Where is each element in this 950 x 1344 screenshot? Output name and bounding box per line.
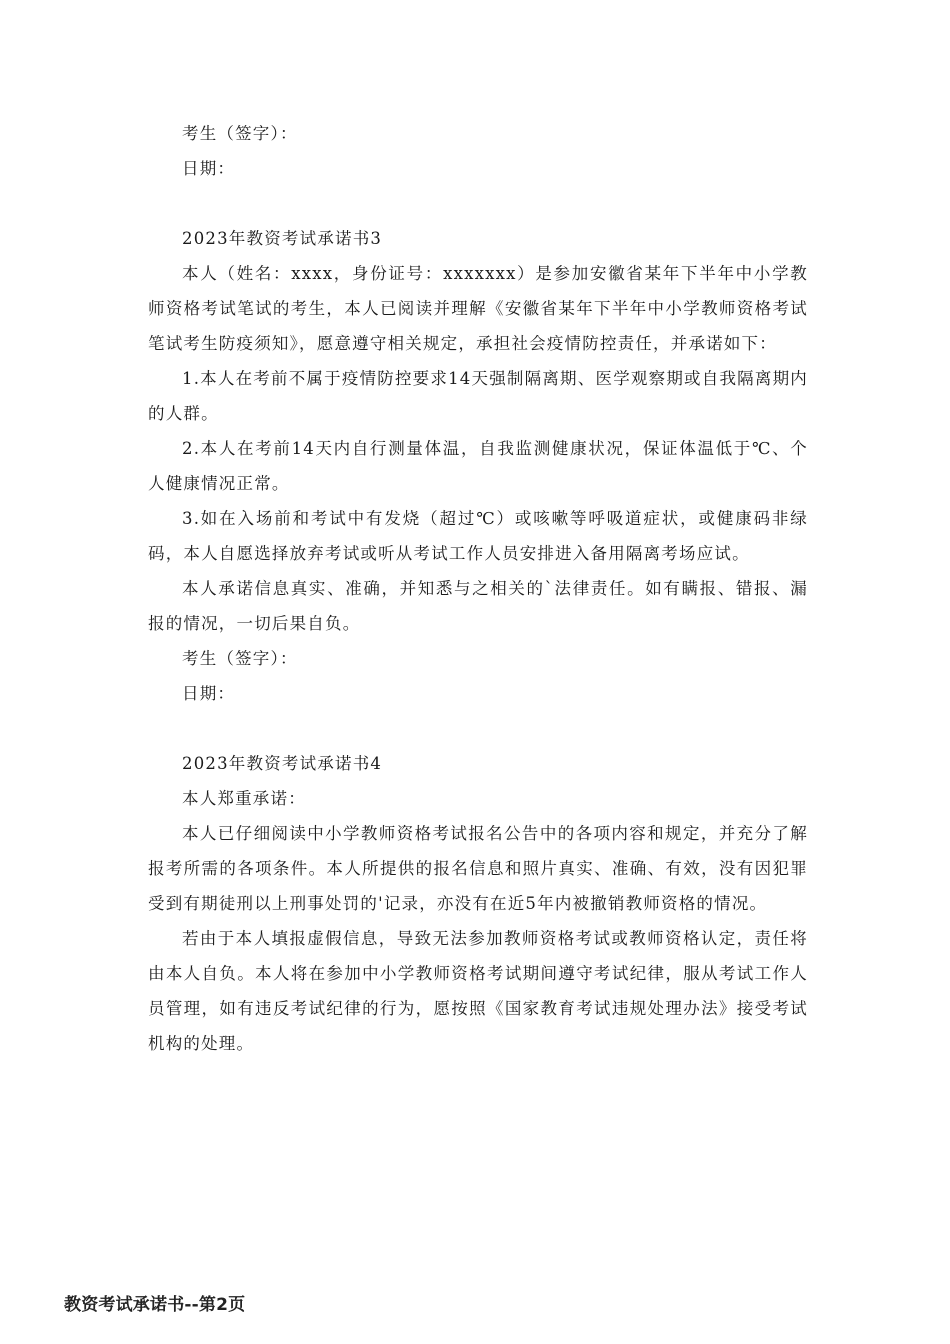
section-3-item-2: 2.本人在考前14天内自行测量体温，自我监测健康状况，保证体温低于℃、个人健康情况正常。 bbox=[148, 439, 808, 493]
page-footer: 教资考试承诺书--第2页 bbox=[64, 1295, 246, 1315]
section-3-date-line: 日期： bbox=[182, 684, 236, 703]
section-3-signature-line: 考生（签字）： bbox=[182, 649, 298, 668]
section-3-closing: 本人承诺信息真实、准确，并知悉与之相关的`法律责任。如有瞒报、错报、漏报的情况，一切后果自负。 bbox=[148, 579, 808, 633]
section-4-opening: 本人郑重承诺： bbox=[182, 789, 306, 808]
section-3-item-1: 1.本人在考前不属于疫情防控要求14天强制隔离期、医学观察期或自我隔离期内的人群。 bbox=[148, 369, 808, 423]
spacer bbox=[148, 711, 808, 746]
section-3-item-3: 3.如在入场前和考试中有发烧（超过℃）或咳嗽等呼吸道症状，或健康码非绿码，本人自愿选择放弃考试或听从考试工作人员安排进入备用隔离考场应试。 bbox=[148, 509, 808, 563]
section-4-paragraph-2: 若由于本人填报虚假信息，导致无法参加教师资格考试或教师资格认定，责任将由本人自负。本人将在参加中小学教师资格考试期间遵守考试纪律，服从考试工作人员管理，如有违反考试纪律的行为，愿按照《国家教育考试违规处理办法》接受考试机构的处理。 bbox=[148, 929, 808, 1053]
section-4-title: 2023年教资考试承诺书4 bbox=[182, 754, 383, 773]
section-3-intro: 本人（姓名：xxxx，身份证号：xxxxxxx）是参加安徽省某年下半年中小学教师资格考试笔试的考生，本人已阅读并理解《安徽省某年下半年中小学教师资格考试笔试考生防疫须知》，愿意遵守相关规定，承担社会疫情防控责任，并承诺如下： bbox=[148, 264, 808, 353]
signature-line: 考生（签字）： bbox=[182, 124, 298, 143]
document-body bbox=[148, 116, 808, 1061]
spacer bbox=[148, 186, 808, 221]
section-4-paragraph-1: 本人已仔细阅读中小学教师资格考试报名公告中的各项内容和规定，并充分了解报考所需的各项条件。本人所提供的报名信息和照片真实、准确、有效，没有因犯罪受到有期徒刑以上刑事处罚的'记录，亦没有在近5年内被撤销教师资格的情况。 bbox=[148, 824, 808, 913]
date-line: 日期： bbox=[182, 159, 236, 178]
section-3-title: 2023年教资考试承诺书3 bbox=[182, 229, 383, 248]
